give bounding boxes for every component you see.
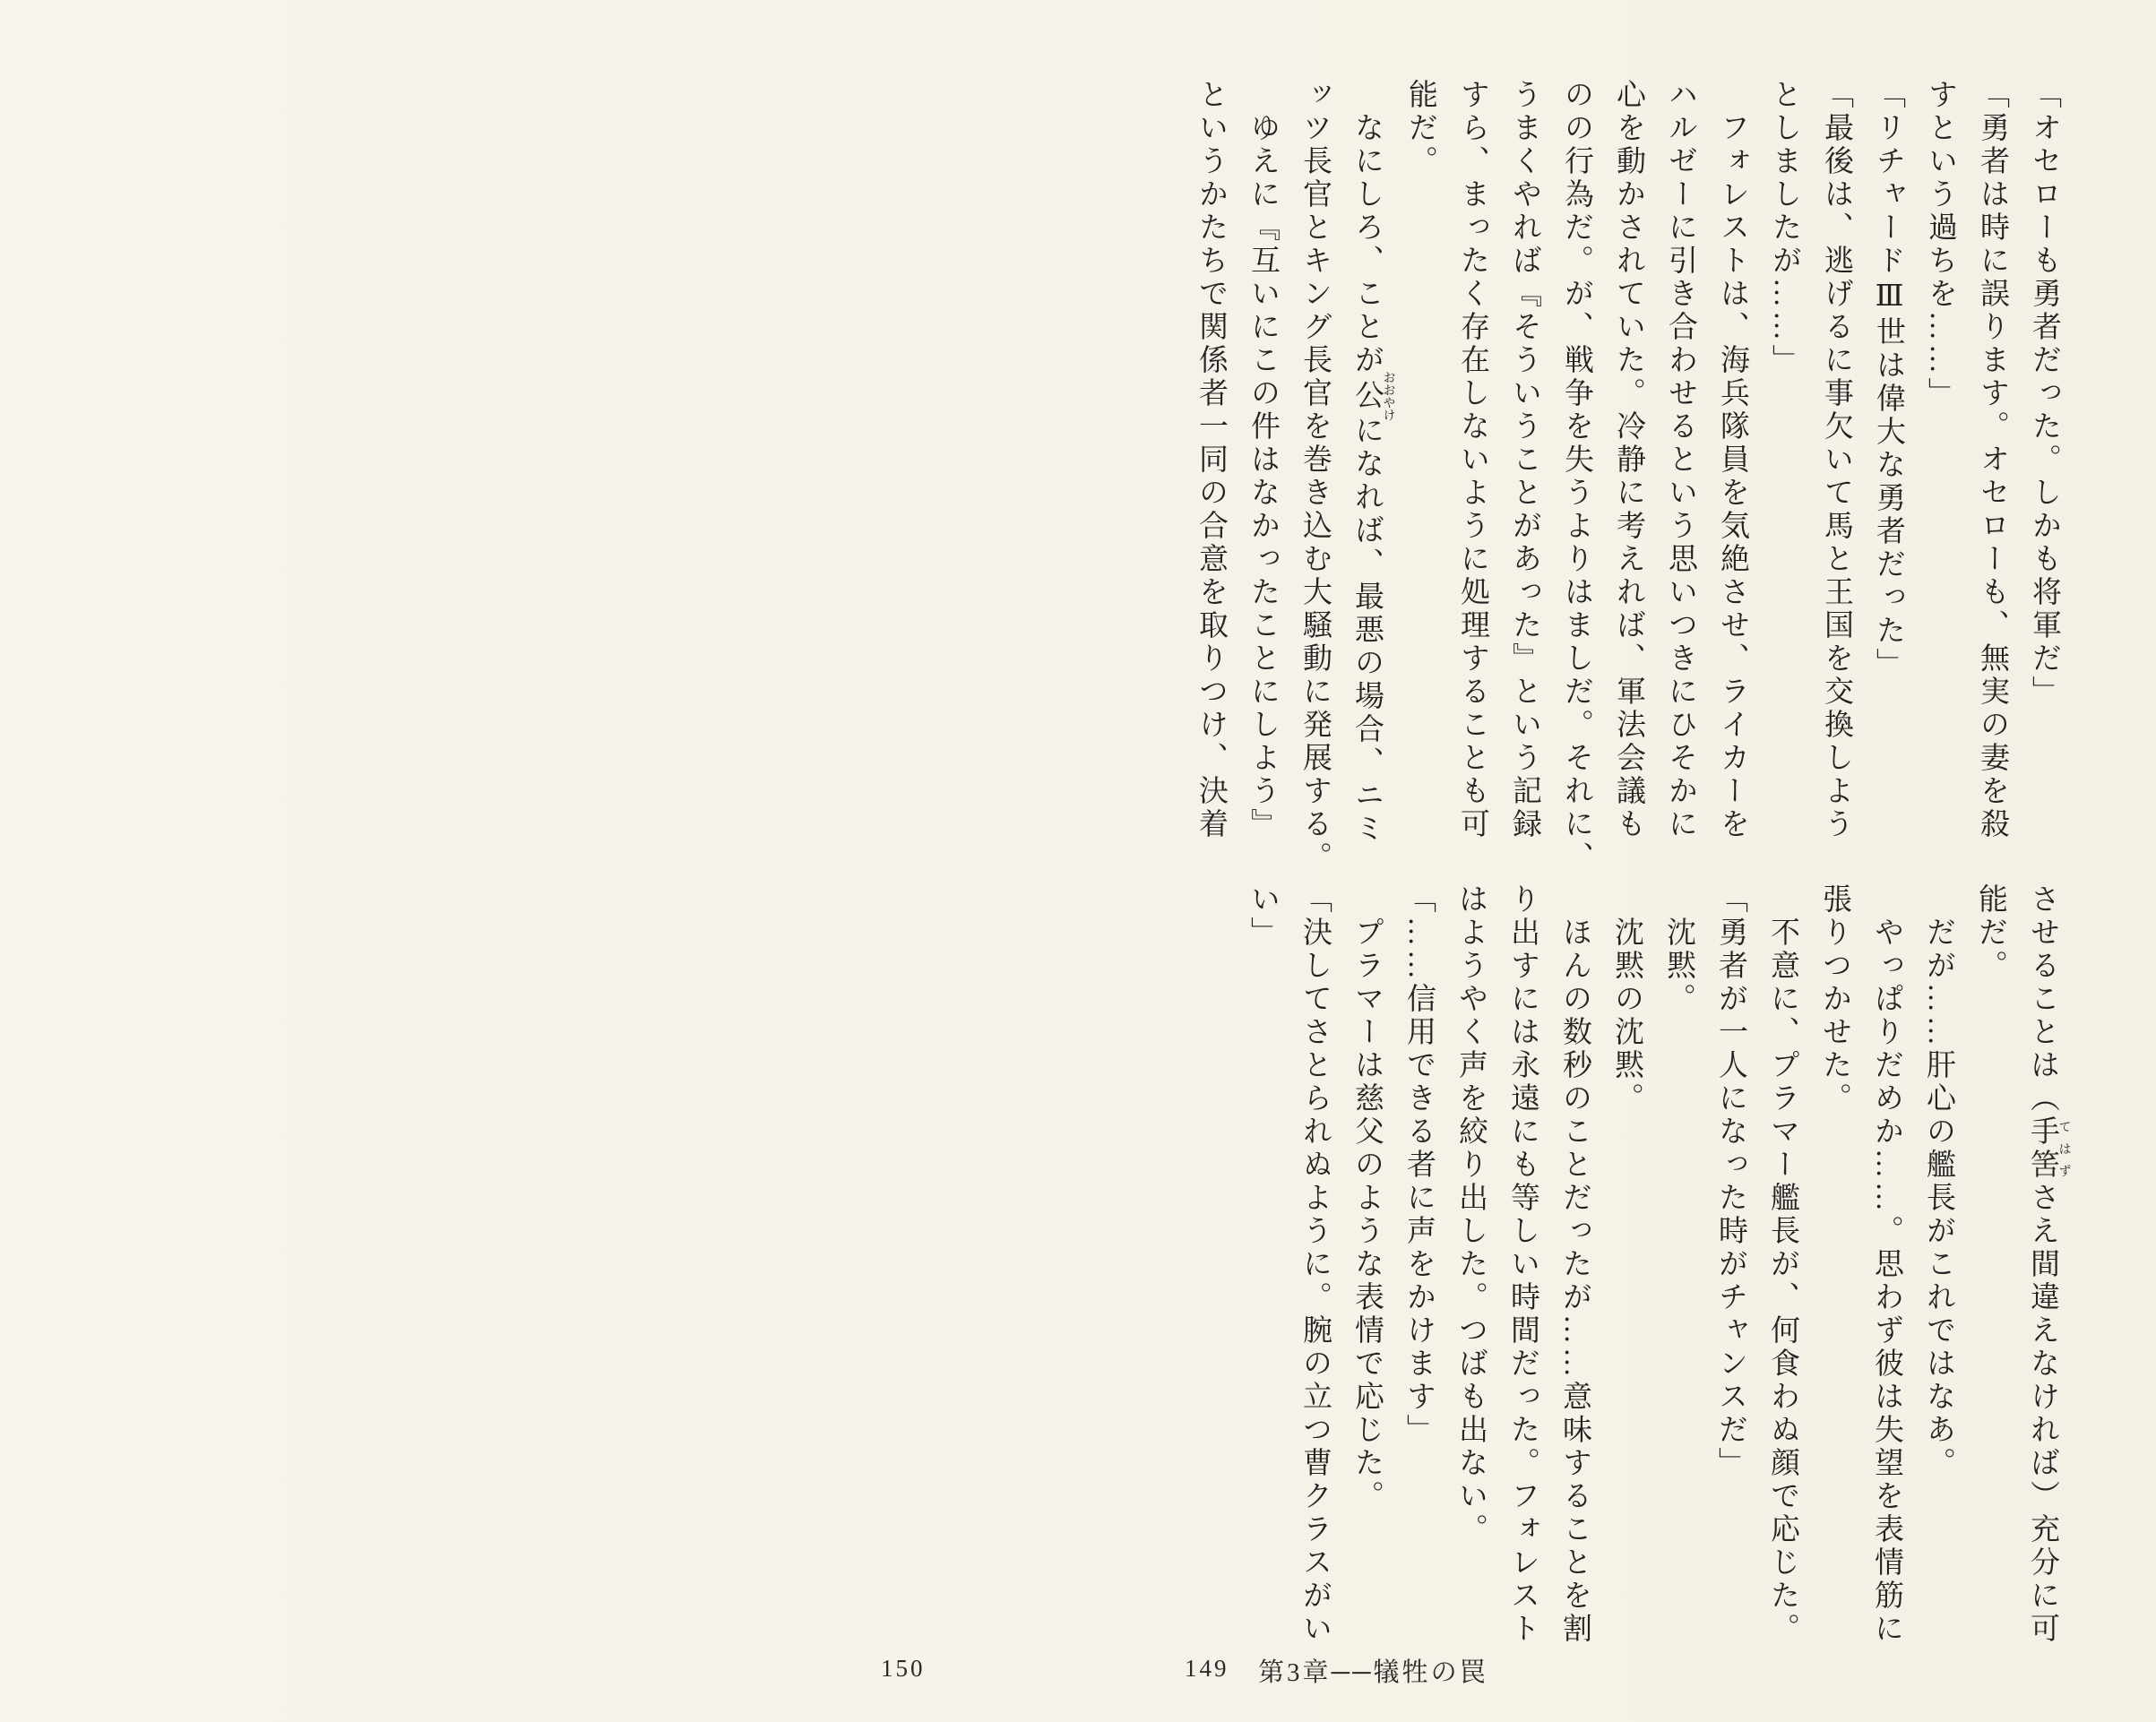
text-line: 「最後は、逃げるに事欠いて馬と王国を交換しよう [1820,79,1852,841]
text-line: うまくやれば『そういうことがあった』という記録 [1508,79,1540,841]
text-line: 「勇者は時に誤ります。オセローも、無実の妻を殺 [1976,79,2008,841]
right-page-top-text-block [1185,79,2070,874]
right-page-bottom-text-block [1237,883,2070,1665]
text-line: ほんの数秒のことだったが……意味することを割 [1558,917,1591,1646]
text-line: というかたちで関係者一同の合意を取りつけ、決着 [1194,79,1227,841]
text-line: 沈黙。 [1662,917,1695,1016]
text-line: 能だ。 [1974,883,2006,983]
text-line: 張りつかせた。 [1818,883,1850,1115]
text-line: ゆえに『互いにこの件はなかったことにしよう』 [1246,112,1279,841]
page-number-150: 150 [881,1655,926,1682]
text-line: 「……信用できる者に声をかけます」 [1402,883,1435,1447]
right-page [1078,0,2156,1722]
text-line: ッツ長官とキング長官を巻き込む大騒動に発展する。 [1298,79,1331,874]
text-line: プラマーは慈父のような表情で応じた。 [1350,917,1383,1513]
text-line: はようやく声を絞り出した。つばも出ない。 [1454,883,1487,1546]
text-line: 「オセローも勇者だった。しかも将軍だ」 [2028,79,2060,709]
text-line: のの行為だ。が、戦争を失うよりはましだ。それに、 [1560,79,1592,874]
text-line: させることは（手筈てはずさえ間違えなければ）充分に可 [2026,883,2071,1646]
text-line: 能だ。 [1404,79,1436,178]
text-line: 「決してさとられぬように。腕の立つ曹クラスがい [1298,883,1331,1646]
text-line: 沈黙の沈黙。 [1610,917,1643,1115]
chapter-running-head: 第3章──犠牲の罠 [1258,1658,1488,1687]
text-line: 不意に、プラマー艦長が、何食わぬ顔で応じた。 [1766,917,1798,1646]
text-line: だが……肝心の艦長がこれではなあ。 [1922,917,1954,1480]
text-line: ハルゼーに引き合わせるという思いつきにひそかに [1664,79,1696,841]
text-line: やっぱりだめか……。思わず彼は失望を表情筋に [1870,917,1902,1646]
text-line: としましたが……」 [1768,79,1800,377]
text-line: い」 [1246,883,1279,950]
text-line: り出すには永遠にも等しい時間だった。フォレスト [1506,883,1539,1646]
text-line: すという過ちを……」 [1924,79,1956,410]
text-line: 心を動かされていた。冷静に考えれば、軍法会議も [1612,79,1644,841]
text-line: 「リチャードⅢ世は偉大な勇者だった」 [1872,79,1904,681]
text-line: すら、まったく存在しないように処理することも可 [1456,79,1488,841]
text-line: フォレストは、海兵隊員を気絶させ、ライカーを [1716,112,1748,841]
text-line: 「勇者が一人になった時がチャンスだ」 [1714,883,1746,1480]
page-number-149: 149 [1185,1655,1229,1682]
text-line: なにしろ、ことが公おおやけになれば、最悪の場合、ニミ [1350,112,1395,846]
